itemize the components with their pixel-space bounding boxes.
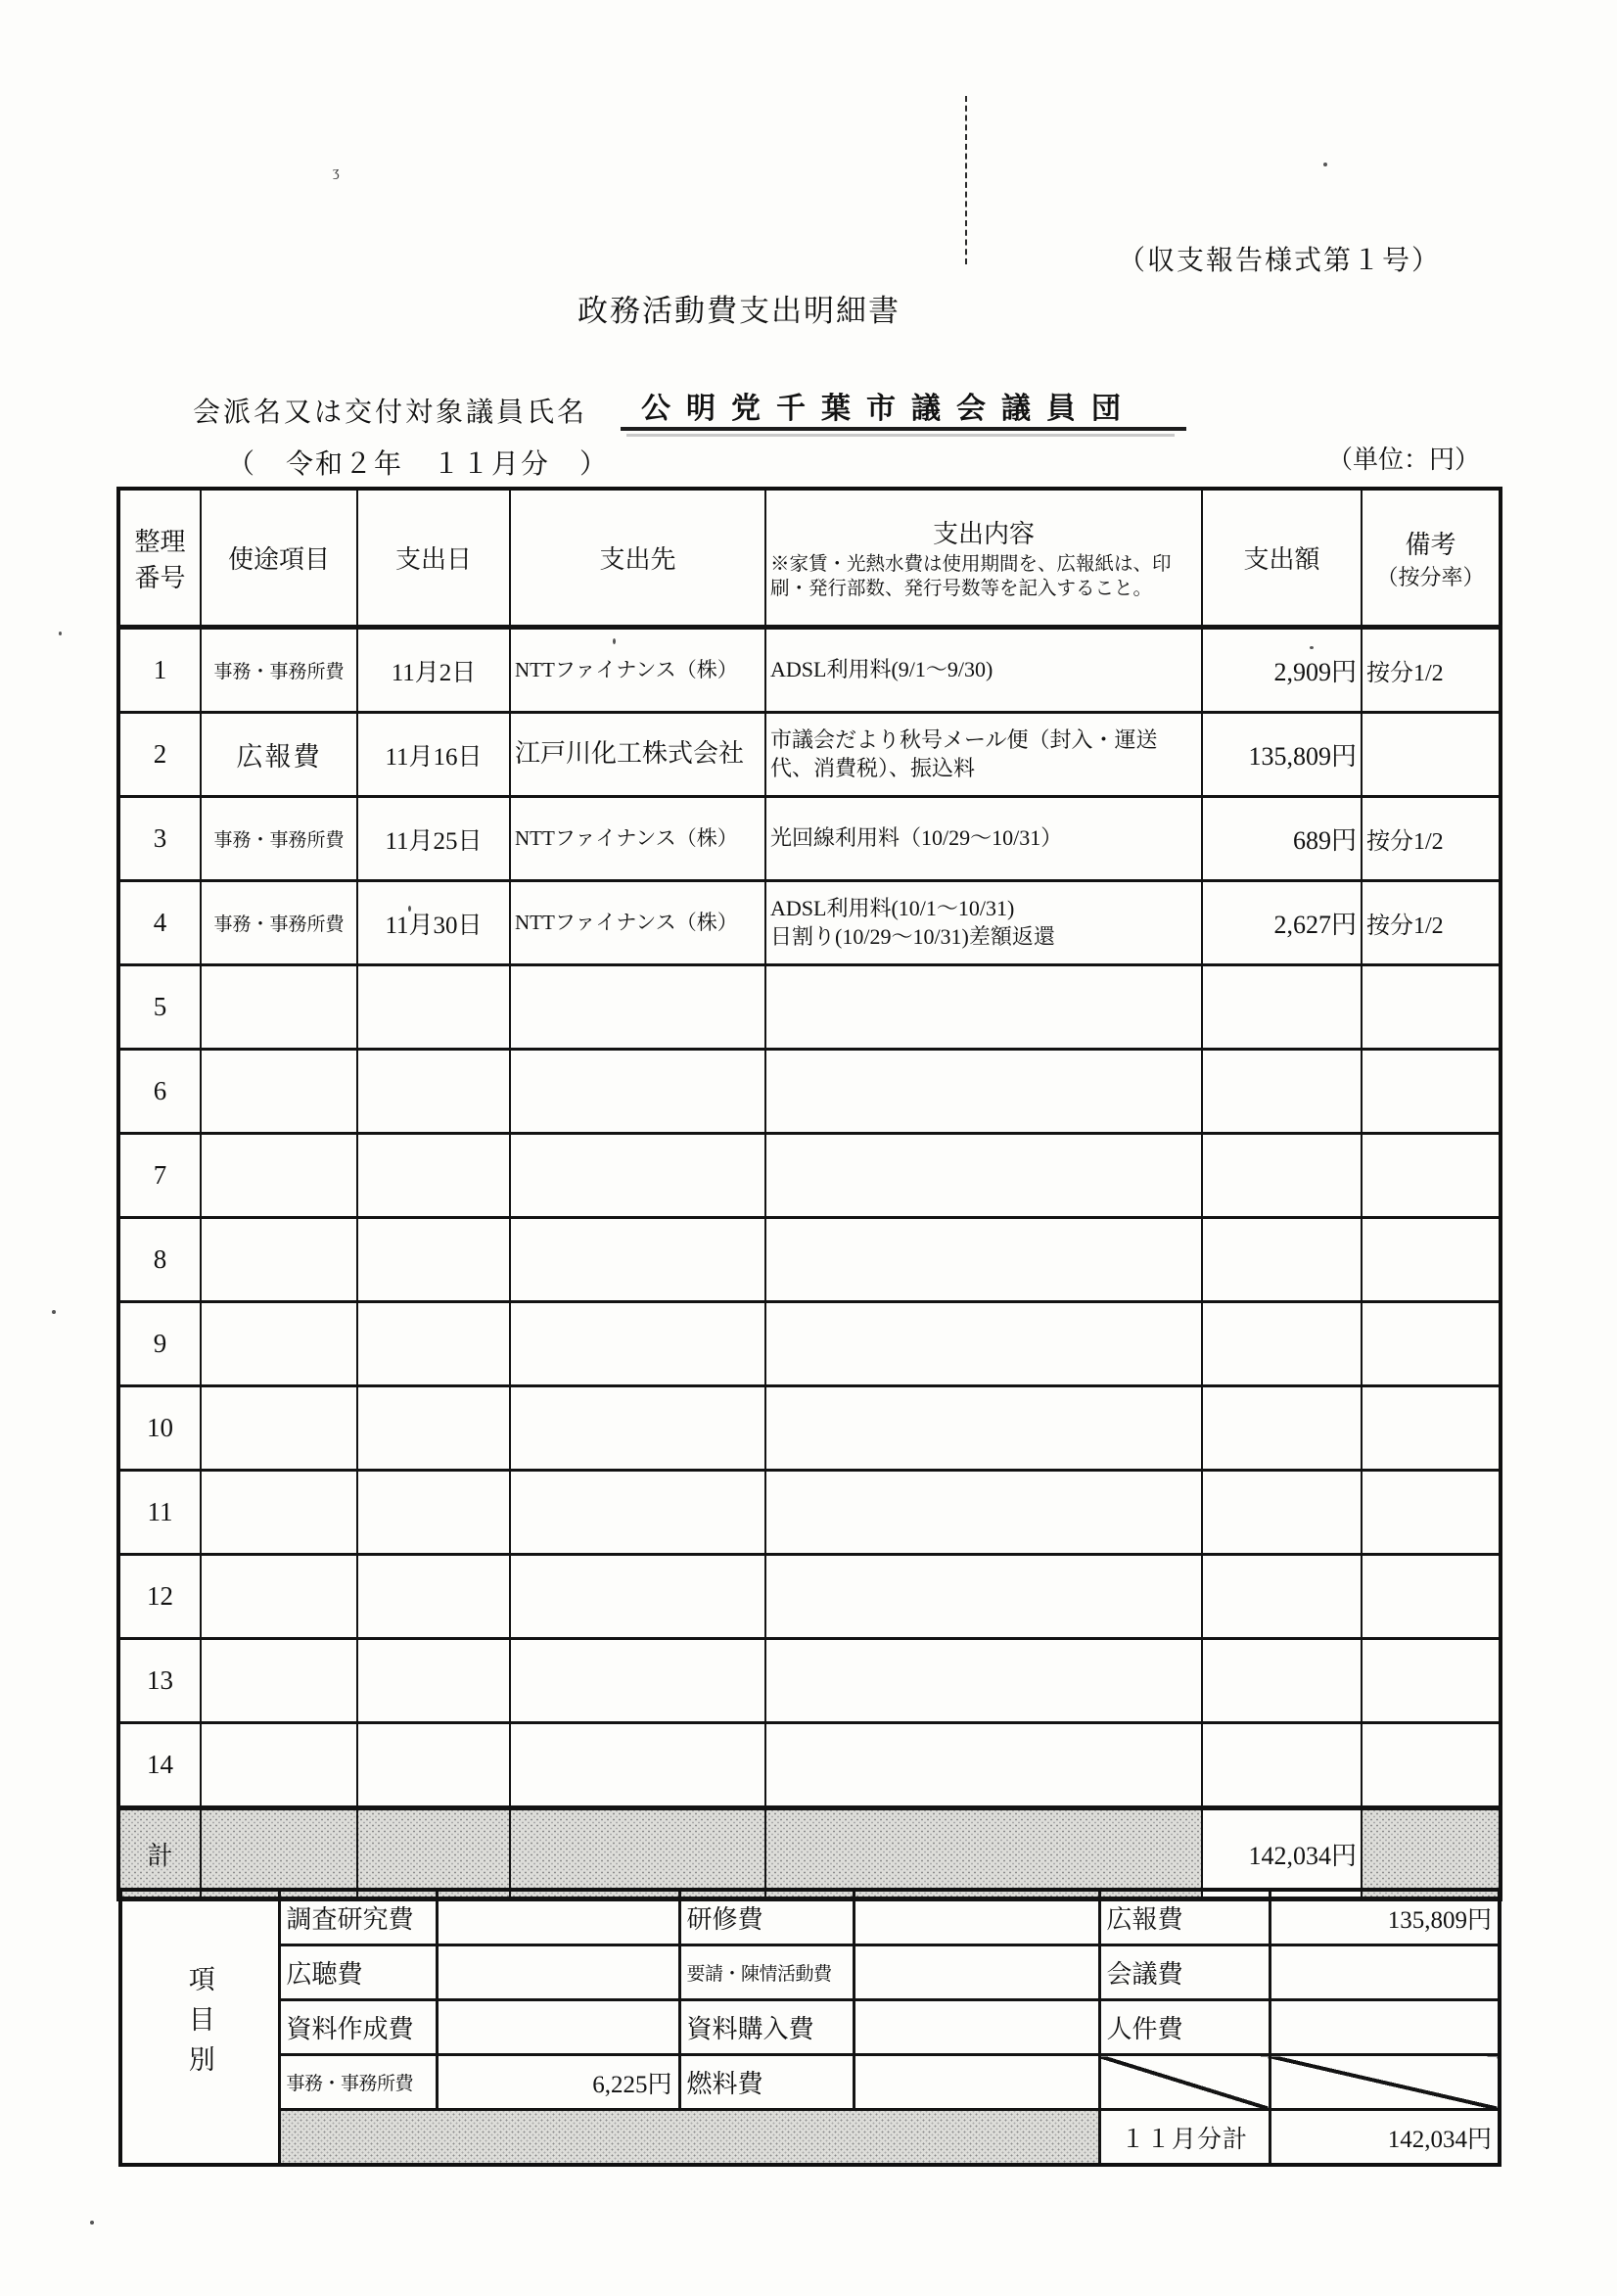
summary-value: 135,809円 (1270, 1890, 1500, 1945)
date-cell: 11月2日 (357, 628, 510, 713)
header-no: 整理番号 (118, 489, 201, 628)
header-description-title: 支出内容 (932, 519, 1035, 548)
summary-label: 資料購入費 (679, 2000, 854, 2055)
payee-cell: NTTファイナンス（株） (510, 628, 765, 713)
empty-cell (765, 1134, 1202, 1218)
scan-speck (90, 2221, 94, 2225)
empty-cell (510, 1134, 765, 1218)
row-number: 5 (118, 965, 201, 1050)
empty-cell (510, 1050, 765, 1134)
table-row (118, 1218, 1501, 1302)
row-number: 2 (118, 713, 201, 797)
summary-value: 6,225円 (437, 2055, 679, 2110)
empty-cell (201, 1050, 357, 1134)
empty-cell (357, 965, 510, 1050)
summary-subtotal-row (120, 2110, 1500, 2166)
summary-label: 広聴費 (279, 1945, 437, 2000)
table-row (118, 1639, 1501, 1723)
empty-cell (357, 1471, 510, 1555)
summary-label: 資料作成費 (279, 2000, 437, 2055)
description-cell: ADSL利用料(9/1～9/30) (765, 628, 1202, 713)
empty-cell (201, 1302, 357, 1386)
header-remarks (1362, 489, 1501, 628)
summary-label: 燃料費 (679, 2055, 854, 2110)
category-cell: 広報費 (201, 713, 357, 797)
unit-note: （単位：円） (1327, 445, 1481, 474)
amount-cell: 135,809円 (1202, 713, 1362, 797)
row-number: 6 (118, 1050, 201, 1134)
empty-cell (510, 965, 765, 1050)
summary-label: 調査研究費 (279, 1890, 437, 1945)
total-row (118, 1808, 1501, 1899)
empty-cell (1362, 1471, 1501, 1555)
subtotal-shaded-cell (279, 2110, 1099, 2166)
empty-cell (357, 1386, 510, 1471)
date-cell: 11月30日 (357, 881, 510, 965)
crossed-out-cell (1270, 2055, 1500, 2110)
party-name-value: 公明党千葉市議会議員団 (641, 393, 1136, 425)
empty-cell (201, 1555, 357, 1639)
summary-row (120, 1945, 1500, 2000)
total-shaded-cell (357, 1808, 510, 1899)
expense-table (116, 487, 1502, 1901)
description-cell: 市議会だより秋号メール便（封入・運送代、消費税）、振込料 (765, 713, 1202, 797)
empty-cell (1202, 1555, 1362, 1639)
empty-cell (510, 1302, 765, 1386)
main-table-body (118, 489, 1501, 1899)
table-row (118, 797, 1501, 881)
empty-cell (765, 1639, 1202, 1723)
table-row (118, 1386, 1501, 1471)
empty-cell (1362, 1218, 1501, 1302)
summary-label: 会議費 (1099, 1945, 1270, 2000)
empty-cell (357, 1134, 510, 1218)
empty-cell (1202, 1302, 1362, 1386)
empty-cell (1362, 1386, 1501, 1471)
remarks-cell: 按分1/2 (1362, 881, 1501, 965)
empty-cell (510, 1218, 765, 1302)
empty-cell (1202, 1723, 1362, 1808)
empty-cell (1362, 1050, 1501, 1134)
summary-value (854, 1890, 1099, 1945)
payee-cell: NTTファイナンス（株） (510, 797, 765, 881)
total-label-cell: 計 (118, 1808, 201, 1899)
description-cell: 光回線利用料（10/29～10/31） (765, 797, 1202, 881)
description-cell (765, 881, 1202, 965)
table-row (118, 1302, 1501, 1386)
empty-cell (357, 1302, 510, 1386)
description-line2: 日割り(10/29～10/31)差額返還 (770, 923, 1055, 949)
empty-cell (201, 1386, 357, 1471)
row-number: 4 (118, 881, 201, 965)
total-shaded-cell (1362, 1808, 1501, 1899)
empty-cell (765, 1723, 1202, 1808)
summary-value (854, 2000, 1099, 2055)
empty-cell (357, 1639, 510, 1723)
empty-cell (201, 1218, 357, 1302)
summary-value (437, 1890, 679, 1945)
empty-cell (1202, 1218, 1362, 1302)
category-cell: 事務・事務所費 (201, 628, 357, 713)
summary-value (1270, 1945, 1500, 2000)
summary-value (854, 1945, 1099, 2000)
row-number: 11 (118, 1471, 201, 1555)
summary-value (437, 1945, 679, 2000)
empty-cell (1362, 1723, 1501, 1808)
empty-cell (1202, 1639, 1362, 1723)
summary-row (120, 1890, 1500, 1945)
total-amount-cell: 142,034円 (1202, 1808, 1362, 1899)
header-payee: 支出先 (510, 489, 765, 628)
row-number: 9 (118, 1302, 201, 1386)
empty-cell (1362, 965, 1501, 1050)
empty-cell (1202, 1050, 1362, 1134)
party-name-label: 会派名又は交付対象議員氏名 (193, 398, 588, 428)
table-row (118, 881, 1501, 965)
summary-row (120, 2000, 1500, 2055)
header-date: 支出日 (357, 489, 510, 628)
header-remarks-line1: 備考 (1405, 530, 1456, 559)
empty-cell (1202, 965, 1362, 1050)
remarks-cell: 按分1/2 (1362, 628, 1501, 713)
header-description-note: ※家賃・光熱水費は使用期間を、広報紙は、印刷・発行部数、発行号数等を記入すること。 (770, 553, 1172, 599)
header-category: 使途項目 (201, 489, 357, 628)
empty-cell (510, 1386, 765, 1471)
row-number: 12 (118, 1555, 201, 1639)
empty-cell (1202, 1134, 1362, 1218)
empty-cell (201, 1134, 357, 1218)
empty-cell (510, 1639, 765, 1723)
subtotal-amount: 142,034円 (1270, 2110, 1500, 2166)
description-line1: ADSL利用料(10/1～10/31) (770, 895, 1015, 920)
page-title: 政務活動費支出明細書 (578, 294, 901, 328)
category-summary-table (118, 1888, 1502, 2167)
summary-label: 研修費 (679, 1890, 854, 1945)
row-number: 8 (118, 1218, 201, 1302)
row-number: 7 (118, 1134, 201, 1218)
total-shaded-cell (765, 1808, 1202, 1899)
payee-cell: NTTファイナンス（株） (510, 881, 765, 965)
empty-cell (765, 1386, 1202, 1471)
table-row (118, 1723, 1501, 1808)
empty-cell (1362, 1555, 1501, 1639)
empty-cell (1362, 1134, 1501, 1218)
payee-cell: 江戸川化工株式会社 (510, 713, 765, 797)
empty-cell (201, 1639, 357, 1723)
empty-cell (201, 1471, 357, 1555)
amount-cell: 689円 (1202, 797, 1362, 881)
table-row (118, 1134, 1501, 1218)
category-cell: 事務・事務所費 (201, 881, 357, 965)
empty-cell (765, 1218, 1202, 1302)
form-code: （収支報告様式第１号） (1118, 246, 1442, 276)
scan-speck (1323, 163, 1327, 166)
remarks-cell: 按分1/2 (1362, 797, 1501, 881)
row-number: 3 (118, 797, 201, 881)
empty-cell (357, 1723, 510, 1808)
empty-cell (1202, 1471, 1362, 1555)
party-name-underline (621, 427, 1186, 431)
table-row (118, 965, 1501, 1050)
summary-label: 人件費 (1099, 2000, 1270, 2055)
total-shaded-cell (201, 1808, 357, 1899)
empty-cell (1202, 1386, 1362, 1471)
remarks-cell (1362, 713, 1501, 797)
row-number: 14 (118, 1723, 201, 1808)
row-number: 1 (118, 628, 201, 713)
empty-cell (765, 1471, 1202, 1555)
scan-ghost-line (626, 434, 1175, 437)
summary-label: 要請・陳情活動費 (679, 1945, 854, 2000)
scan-speck (59, 632, 62, 635)
empty-cell (765, 1302, 1202, 1386)
crossed-out-cell (1099, 2055, 1270, 2110)
scan-speck (52, 1310, 56, 1314)
summary-side-label-cell (120, 1890, 279, 2165)
table-header-row (118, 489, 1501, 628)
summary-row (120, 2055, 1500, 2110)
empty-cell (1362, 1639, 1501, 1723)
category-cell: 事務・事務所費 (201, 797, 357, 881)
empty-cell (201, 1723, 357, 1808)
summary-value (437, 2000, 679, 2055)
empty-cell (510, 1471, 765, 1555)
table-row (118, 713, 1501, 797)
summary-value (1270, 2000, 1500, 2055)
amount-cell: 2,627円 (1202, 881, 1362, 965)
summary-side-label: 項目別 (184, 1964, 214, 2085)
period-label: （ 令和２年 １１月分 ） (227, 449, 610, 480)
table-row (118, 1555, 1501, 1639)
empty-cell (765, 1050, 1202, 1134)
empty-cell (510, 1723, 765, 1808)
empty-cell (765, 1555, 1202, 1639)
subtotal-label: １１月分計 (1099, 2110, 1270, 2166)
empty-cell (357, 1555, 510, 1639)
table-row (118, 1050, 1501, 1134)
summary-label: 事務・事務所費 (279, 2055, 437, 2110)
summary-value (854, 2055, 1099, 2110)
empty-cell (357, 1050, 510, 1134)
scan-speck: ʒ (333, 164, 340, 180)
fold-dashed-line (965, 96, 967, 264)
summary-label: 広報費 (1099, 1890, 1270, 1945)
total-shaded-cell (510, 1808, 765, 1899)
table-row (118, 628, 1501, 713)
date-cell: 11月25日 (357, 797, 510, 881)
header-amount: 支出額 (1202, 489, 1362, 628)
empty-cell (1362, 1302, 1501, 1386)
empty-cell (201, 965, 357, 1050)
empty-cell (765, 965, 1202, 1050)
row-number: 10 (118, 1386, 201, 1471)
table-row (118, 1471, 1501, 1555)
row-number: 13 (118, 1639, 201, 1723)
header-description (765, 489, 1202, 628)
amount-cell: 2,909円 (1202, 628, 1362, 713)
empty-cell (510, 1555, 765, 1639)
header-remarks-line2: （按分率） (1376, 564, 1485, 589)
date-cell: 11月16日 (357, 713, 510, 797)
empty-cell (357, 1218, 510, 1302)
